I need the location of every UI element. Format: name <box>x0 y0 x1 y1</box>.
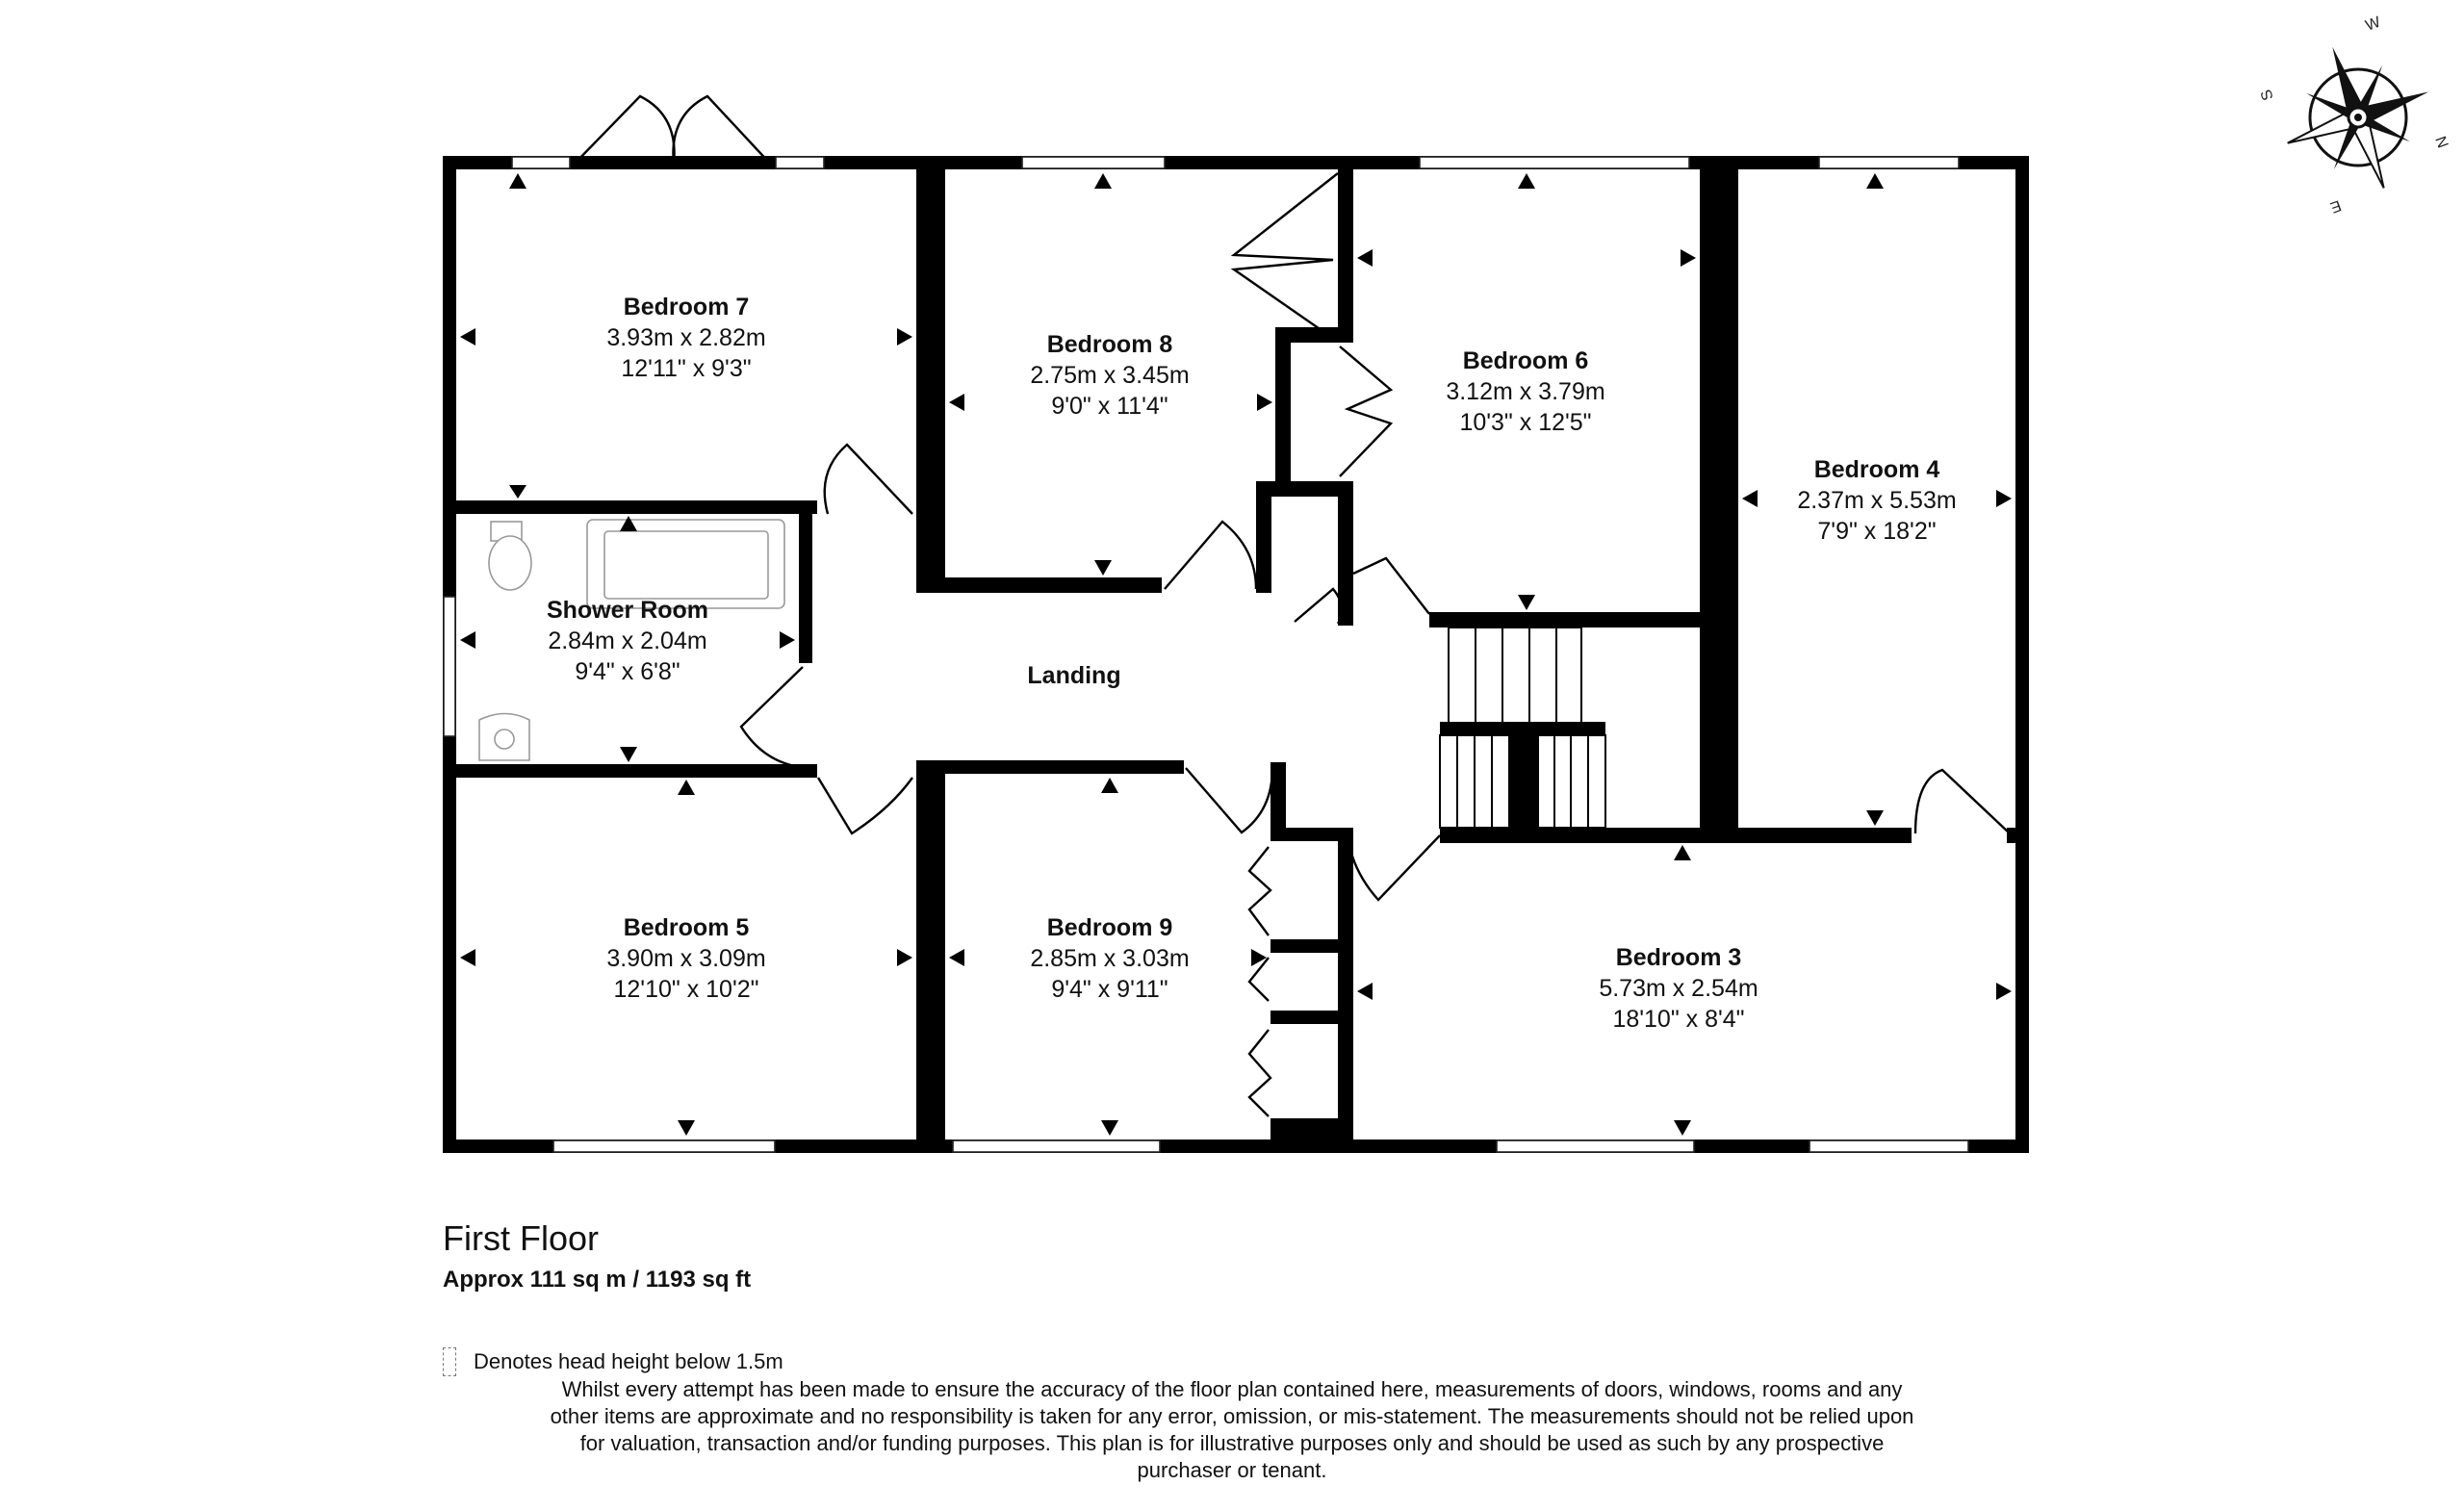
window-bedroom9 <box>953 1140 1160 1152</box>
window-bedroom8 <box>1022 157 1165 168</box>
room-metric: 5.73m x 2.54m <box>1599 975 1758 1002</box>
room-landing <box>1027 662 1120 689</box>
room-imperial: 12'11" x 9'3" <box>621 355 752 382</box>
room-metric: 2.37m x 5.53m <box>1797 487 1957 514</box>
window-bedroom6 <box>1420 157 1689 168</box>
wardrobe-doors <box>1234 173 1391 1116</box>
floor-area: Approx 111 sq m / 1193 sq ft <box>443 1267 752 1293</box>
room-name: Bedroom 5 <box>623 914 750 941</box>
room-name: Bedroom 9 <box>1046 914 1173 941</box>
compass-e: E <box>2327 196 2344 216</box>
window-bedroom7-a <box>512 157 570 168</box>
room-name: Shower Room <box>546 597 709 624</box>
room-bedroom-4 <box>1797 456 1956 545</box>
room-metric: 2.75m x 3.45m <box>1030 362 1190 389</box>
french-doors <box>573 96 772 166</box>
room-name: Bedroom 3 <box>1615 944 1742 971</box>
room-imperial: 18'10" x 8'4" <box>1612 1006 1745 1033</box>
window-bedroom5 <box>553 1140 775 1152</box>
window-bedroom3-b <box>1810 1140 1968 1152</box>
room-imperial: 7'9" x 18'2" <box>1817 518 1937 545</box>
window-bedroom7-b <box>776 157 824 168</box>
legend-text: Denotes head height below 1.5m <box>474 1349 783 1373</box>
room-metric: 3.12m x 3.79m <box>1446 378 1605 405</box>
room-shower-room <box>547 597 708 685</box>
room-metric: 3.90m x 3.09m <box>606 945 766 972</box>
disclaimer: Whilst every attempt has been made to ensure the accuracy of the floor plan contained here, measurements of doors, windows, rooms and any other items are approximate and no responsibility is taken for any error, omission, or mis-statement. The measurements should not be relied upon for valuation, transaction and/or funding purposes. This plan is for illustrative purposes only and should be used as such by any prospective purchaser or tenant. <box>550 1377 1914 1482</box>
room-name: Bedroom 8 <box>1046 331 1173 358</box>
room-metric: 2.84m x 2.04m <box>548 627 707 654</box>
room-imperial: 10'3" x 12'5" <box>1459 409 1592 436</box>
room-bedroom-8 <box>1030 331 1189 420</box>
room-name: Bedroom 6 <box>1462 347 1589 374</box>
compass-rose-icon <box>2258 13 2454 216</box>
room-bedroom-3 <box>1599 944 1758 1033</box>
window-bedroom3-a <box>1497 1140 1694 1152</box>
room-metric: 2.85m x 3.03m <box>1030 945 1190 972</box>
room-imperial: 9'0" x 11'4" <box>1051 393 1168 420</box>
room-metric: 3.93m x 2.82m <box>606 324 766 351</box>
dashed-swatch-icon <box>443 1347 456 1376</box>
room-bedroom-9 <box>1030 914 1189 1003</box>
staircase <box>1440 627 1605 828</box>
window-bedroom4 <box>1819 157 1959 168</box>
room-name: Bedroom 7 <box>623 294 750 320</box>
head-height-legend <box>443 1347 783 1376</box>
compass-w: W <box>2363 13 2383 35</box>
room-imperial: 9'4" x 6'8" <box>575 658 680 685</box>
window-shower <box>444 597 455 736</box>
room-bedroom-5 <box>606 914 765 1003</box>
room-bedroom-6 <box>1446 347 1604 436</box>
room-name: Landing <box>1027 662 1121 689</box>
room-bedroom-7 <box>606 294 765 382</box>
room-name: Bedroom 4 <box>1813 456 1940 483</box>
compass-s: S <box>2258 87 2277 103</box>
floor-title: First Floor <box>443 1218 599 1258</box>
compass-n: N <box>2431 134 2451 151</box>
room-imperial: 9'4" x 9'11" <box>1051 976 1168 1003</box>
room-imperial: 12'10" x 10'2" <box>613 976 759 1003</box>
